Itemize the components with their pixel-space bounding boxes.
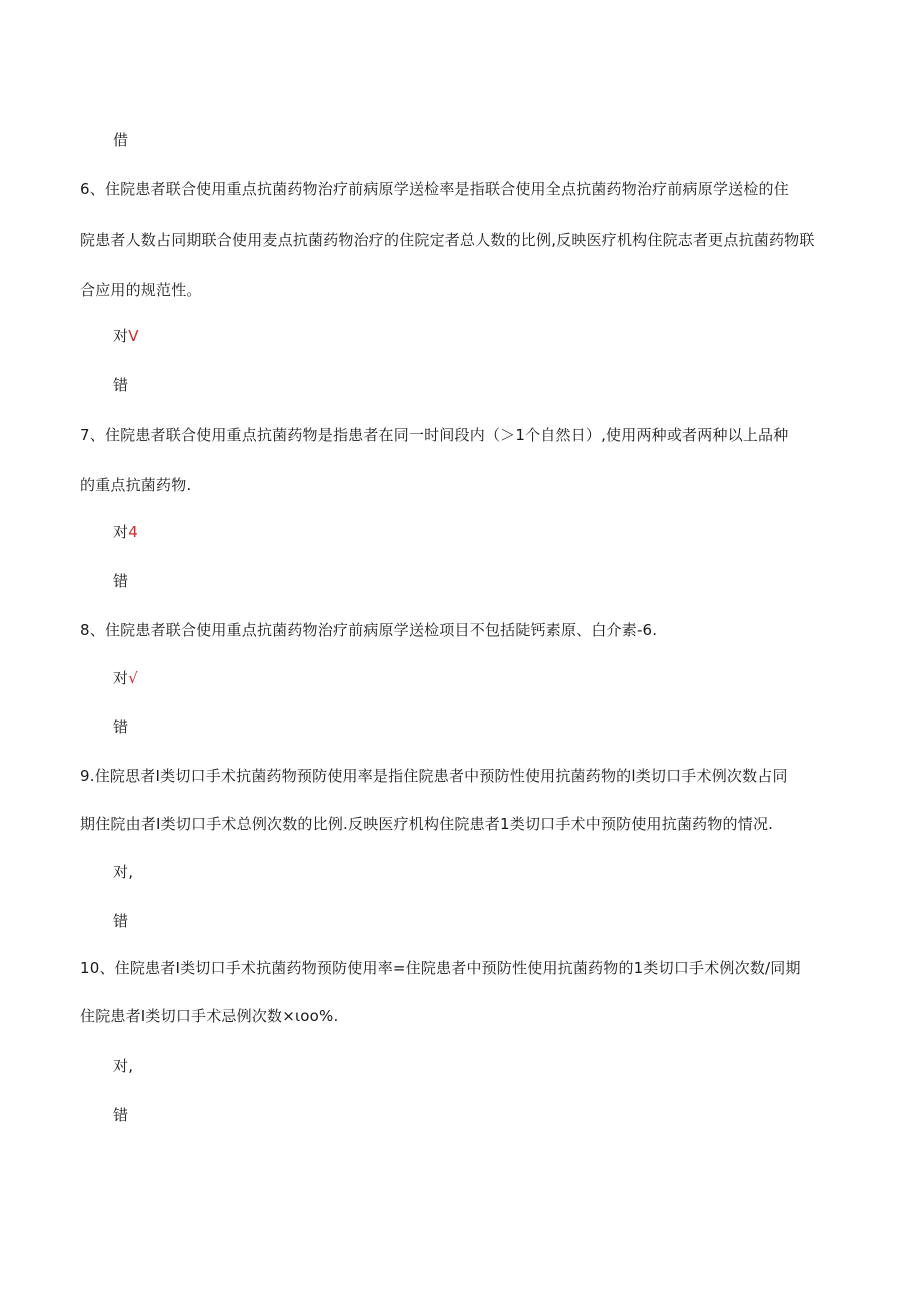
question-7-line-2: 的重点抗菌药物. bbox=[80, 476, 192, 494]
answer-right: 对, bbox=[113, 1057, 134, 1075]
correct-mark: √ bbox=[128, 669, 138, 687]
question-7-line-1: 7、住院患者联合使用重点抗菌药物是指患者在同一时间段内（＞1个自然日）,使用两种或者两种以上品种 bbox=[80, 426, 789, 444]
question-10-line-1: 10、住院患者I类切口手术抗菌药物预防使用率=住院患者中预防性使用抗菌药物的1类切口手术例次数/同期 bbox=[80, 959, 801, 977]
answer-right: 对4 bbox=[113, 523, 138, 541]
answer-wrong: 错 bbox=[113, 376, 129, 394]
answer-right: 对√ bbox=[113, 669, 138, 687]
question-9-line-1: 9.住院思者I类切口手术抗菌药物预防使用率是指住院患者中预防性使用抗菌药物的l类切口手术例次数占同 bbox=[80, 767, 788, 785]
answer-right: 对V bbox=[113, 327, 139, 345]
answer-wrong: 错 bbox=[113, 912, 129, 930]
question-6-line-1: 6、住院患者联合使用重点抗菌药物治疗前病原学送检率是指联合使用全点抗菌药物治疗前病原学送检的住 bbox=[80, 180, 789, 198]
question-10-line-2: 住院患者I类切口手术忌例次数×ιoo%. bbox=[80, 1007, 339, 1025]
answer-wrong: 错 bbox=[113, 1106, 129, 1124]
question-6-line-3: 合应用的规范性。 bbox=[80, 281, 202, 299]
answer-wrong: 借 bbox=[113, 131, 129, 149]
question-8-line-1: 8、住院患者联合使用重点抗菌药物治疗前病原学送检项目不包括陡钙素原、白介素-6. bbox=[80, 621, 658, 639]
correct-mark: V bbox=[128, 327, 139, 345]
question-9-line-2: 期住院由者I类切口手术总例次数的比例.反映医疗机构住院患者1类切口手术中预防使用抗菌药物的情况. bbox=[80, 815, 774, 833]
answer-right: 对, bbox=[113, 863, 134, 881]
question-6-line-2: 院患者人数占同期联合使用麦点抗菌药物治疗的住院定者总人数的比例,反映医疗机构住院志者更点抗菌药物联 bbox=[80, 231, 815, 249]
answer-wrong: 错 bbox=[113, 572, 129, 590]
answer-wrong: 错 bbox=[113, 718, 129, 736]
correct-mark: 4 bbox=[128, 523, 138, 541]
